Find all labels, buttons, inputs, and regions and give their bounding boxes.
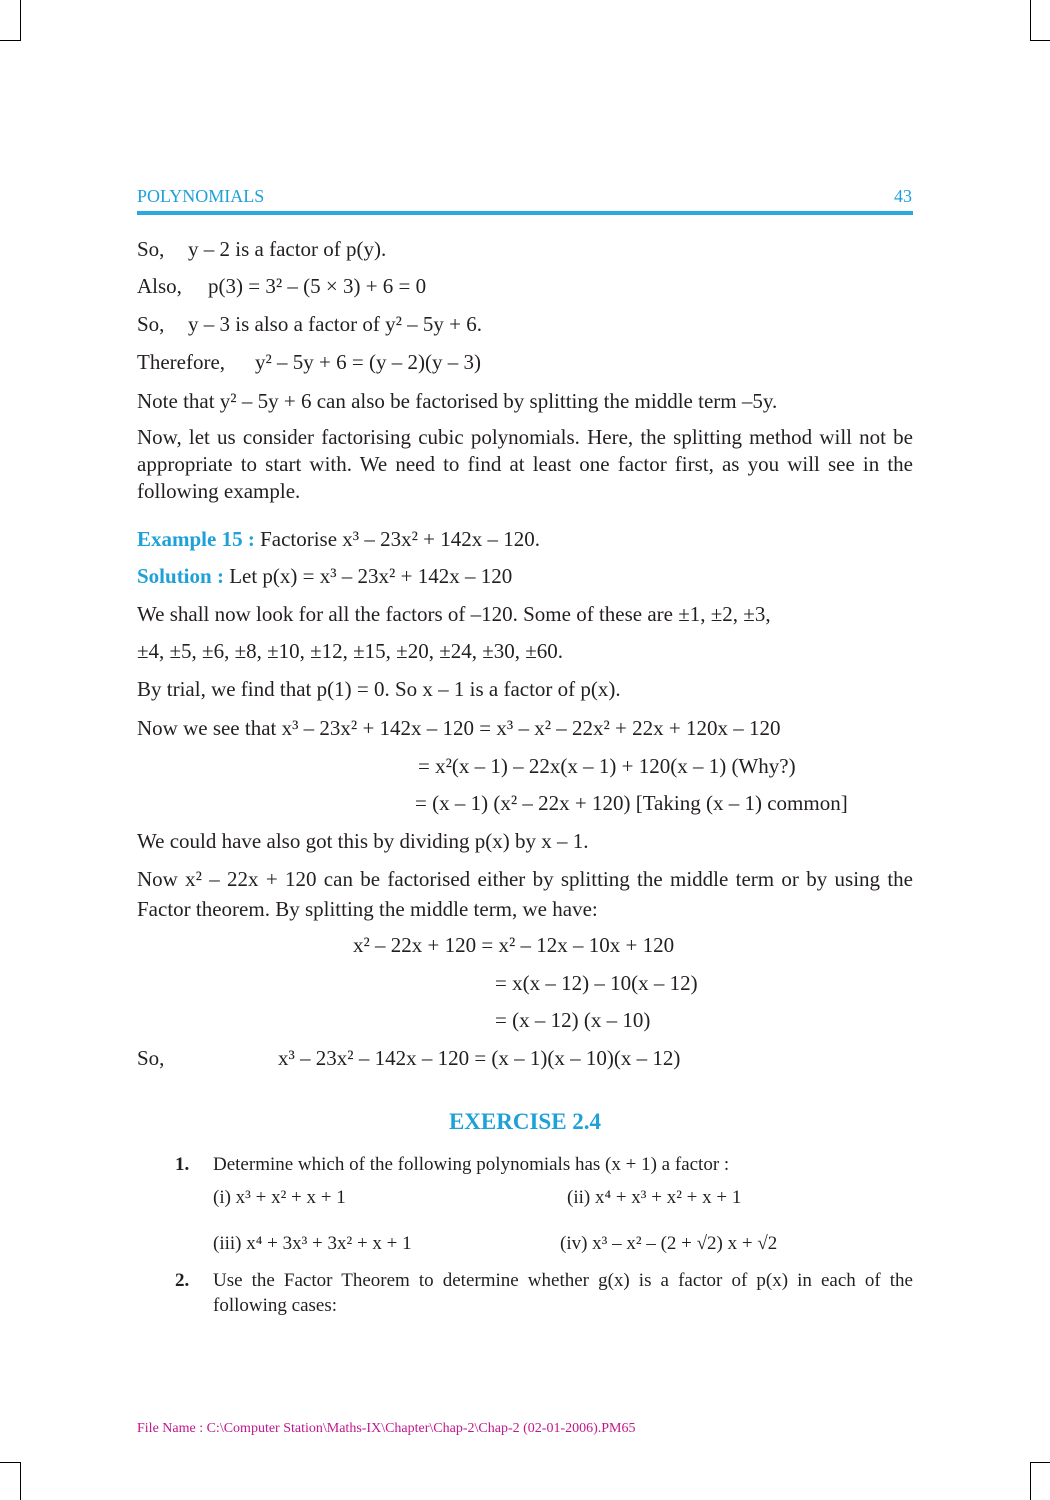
math: x³ – 23x² – 142x – 120 = (x – 1)(x – 10)(x – 12) (278, 1046, 681, 1070)
math: x² – 22x + 120 = x² – 12x – 10x + 120 (353, 933, 675, 957)
math: = (x – 1) (x² – 22x + 120) [Taking (x – 1) common] (415, 791, 848, 815)
text: So, (137, 312, 165, 336)
crop-mark (0, 1462, 21, 1463)
paragraph: Now, let us consider factorising cubic polynomials. Here, the splitting method will not be appropriate to start with. We need to find at least one factor first, as you will see in the following example. (137, 425, 913, 503)
crop-mark (1030, 1462, 1031, 1500)
question-number: 1. (175, 1154, 190, 1175)
text: We could have also got this by dividing p(x) by x – 1. (137, 829, 589, 853)
text: Therefore, (137, 350, 226, 374)
math: p(3) = 3² – (5 × 3) + 6 = 0 (208, 274, 427, 298)
text: Note that y² – 5y + 6 can also be factorised by splitting the middle term –5y. (137, 389, 778, 413)
question-text: Use the Factor Theorem to determine whether g(x) is a factor of p(x) in each of the following cases: (213, 1270, 913, 1316)
math: = (x – 12) (x – 10) (495, 1008, 651, 1032)
math: y – 2 is a factor of p(y). (188, 237, 387, 261)
solution-label: Solution : (137, 564, 224, 588)
text: Now we see that x³ – 23x² + 142x – 120 = x³ – x² – 22x² + 22x + 120x – 120 (137, 716, 781, 740)
question-number: 2. (175, 1270, 190, 1291)
crop-mark (1030, 40, 1050, 41)
text: By trial, we find that p(1) = 0. So x – 1 is a factor of p(x). (137, 677, 621, 701)
math: = x(x – 12) – 10(x – 12) (495, 971, 698, 995)
running-header: POLYNOMIALS (137, 186, 265, 206)
example-label: Example 15 : (137, 527, 255, 551)
text: ±4, ±5, ±6, ±8, ±10, ±12, ±15, ±20, ±24, ±30, ±60. (137, 639, 564, 663)
math: y² – 5y + 6 = (y – 2)(y – 3) (255, 350, 481, 374)
crop-mark (20, 0, 21, 40)
exercise-title: EXERCISE 2.4 (448, 1109, 602, 1134)
math: y – 3 is also a factor of y² – 5y + 6. (188, 312, 482, 336)
crop-mark (1030, 0, 1031, 40)
question-part: (iii) x⁴ + 3x³ + 3x² + x + 1 (213, 1233, 412, 1254)
footer-filename: File Name : C:\Computer Station\Maths-IX\Chapter\Chap-2\Chap-2 (02-01-2006).PM65 (137, 1421, 636, 1436)
text: So, (137, 237, 165, 261)
text: Also, (137, 274, 182, 298)
page-number: 43 (894, 186, 912, 206)
crop-mark (20, 1462, 21, 1500)
text: So, (137, 1046, 165, 1070)
paragraph: Now x² – 22x + 120 can be factorised either by splitting the middle term or by using the Factor theorem. By splitting the middle term, we have: (137, 867, 913, 921)
header-rule (137, 211, 913, 215)
question-part: (i) x³ + x² + x + 1 (213, 1187, 346, 1208)
text: We shall now look for all the factors of –120. Some of these are ±1, ±2, ±3, (137, 602, 771, 626)
crop-mark (0, 40, 21, 41)
math: = x²(x – 1) – 22x(x – 1) + 120(x – 1) (Why?) (418, 754, 796, 778)
question-part: (iv) x³ – x² – (2 + √2) x + √2 (560, 1233, 778, 1254)
solution-text: Let p(x) = x³ – 23x² + 142x – 120 (229, 564, 513, 588)
example-text: Factorise x³ – 23x² + 142x – 120. (260, 527, 540, 551)
question-text: Determine which of the following polynomials has (x + 1) a factor : (213, 1154, 730, 1175)
crop-mark (1030, 1462, 1050, 1463)
question-part: (ii) x⁴ + x³ + x² + x + 1 (567, 1187, 742, 1208)
